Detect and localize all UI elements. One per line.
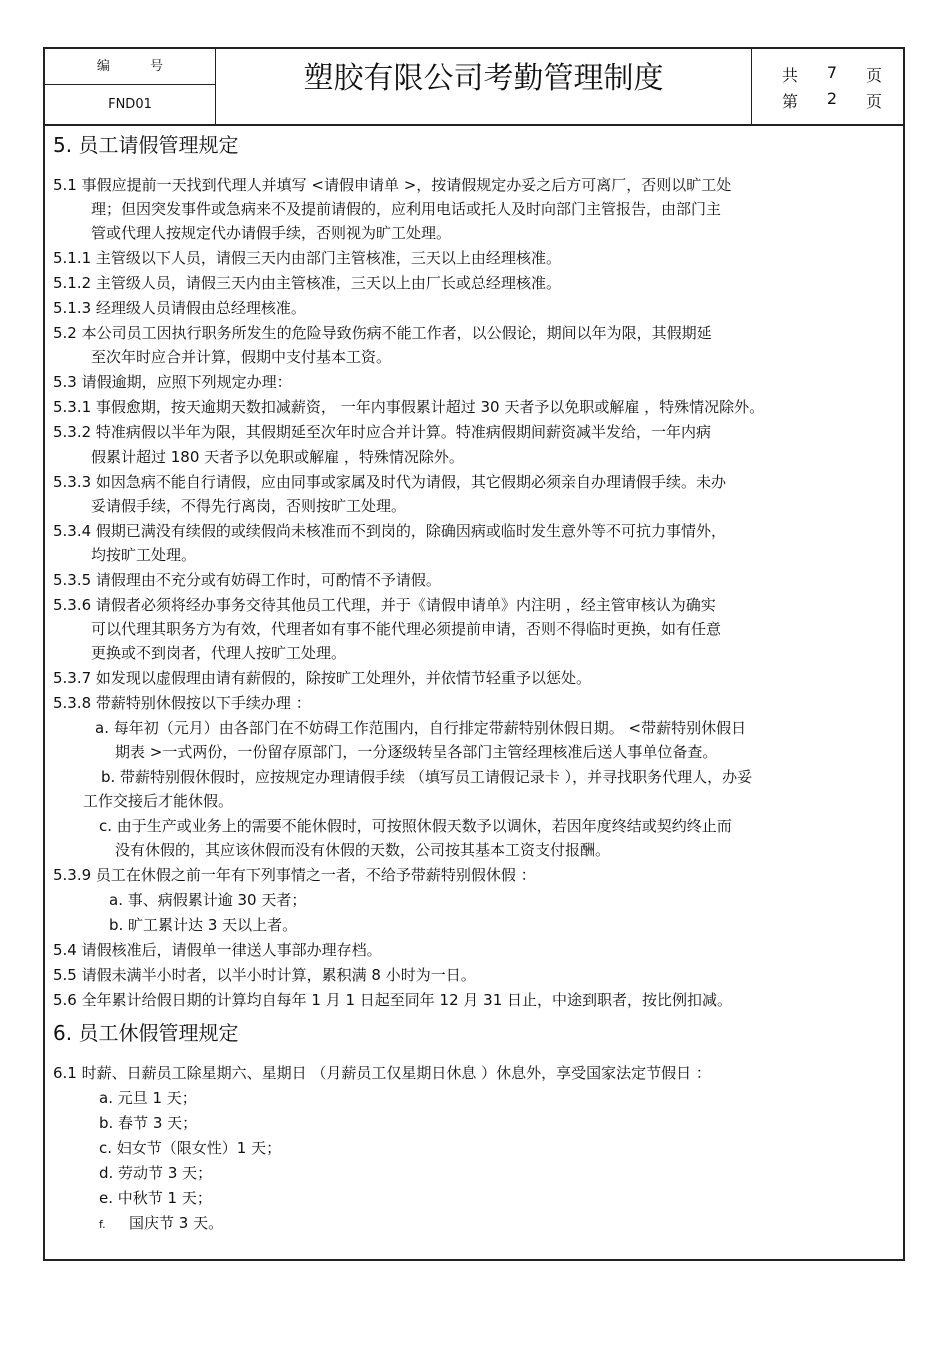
document-header	[45, 49, 903, 126]
text-line: d. 劳动节 3 天；	[99, 1164, 213, 1182]
text-line: 国庆节 3 天。	[129, 1214, 224, 1232]
text-line: 5.3.4 假期已满没有续假的或续假尚未核准而不到岗的，除确因病或临时发生意外等不可抗力事情外，	[53, 522, 726, 540]
text-line: a. 每年初（元月）由各部门在不妨碍工作范围内，自行排定带薪特别休假日期。 <带薪特别休假日	[95, 719, 747, 737]
text-line: 5.1.1 主管级以下人员，请假三天内由部门主管核准，三天以上由经理核准。	[53, 249, 561, 267]
text-line: 5.4 请假核准后，请假单一律送人事部办理存档。	[53, 941, 382, 959]
text-line: 5.5 请假未满半小时者，以半小时计算，累积满 8 小时为一日。	[53, 966, 476, 984]
text-line: 5.3.9 员工在休假之前一年有下列事情之一者，不给予带薪特别假休假 ：	[53, 866, 536, 884]
text-line: 均按旷工处理。	[91, 546, 197, 564]
text-line: 5.3.5 请假理由不充分或有妨碍工作时，可酌情不予请假。	[53, 571, 441, 589]
text-line: a. 元旦 1 天；	[99, 1089, 197, 1107]
text-line: b. 春节 3 天；	[99, 1114, 198, 1132]
text-line: 5.1.3 经理级人员请假由总经理核准。	[53, 299, 306, 317]
text-line: 5.3.1 事假愈期，按天逾期天数扣减薪资， 一年内事假累计超过 30 天者予以免职或解雇 ，特殊情况除外。	[53, 398, 765, 416]
document-title: 塑胶有限公司考勤管理制度	[216, 49, 752, 124]
document-frame	[43, 47, 905, 1261]
text-line: 至次年时应合并计算，假期中支付基本工资。	[91, 348, 392, 366]
text-line: 5.2 本公司员工因执行职务所发生的危险导致伤病不能工作者，以公假论，期间以年为限，其假期延	[53, 324, 712, 342]
text-line: f.	[99, 1218, 106, 1231]
current-page: 第 2 页	[782, 89, 882, 111]
text-line: b. 带薪特别假休假时，应按规定办理请假手续 （填写员工请假记录卡 ），并寻找职务代理人，办妥	[101, 768, 753, 786]
text-line: 5.3.2 特准病假以半年为限，其假期延至次年时应合并计算。特准病假期间薪资减半发给，一年内病	[53, 423, 711, 441]
text-line: c. 妇女节（限女性）1 天；	[99, 1139, 282, 1157]
text-line: 更换或不到岗者，代理人按旷工处理。	[91, 644, 347, 662]
total-pages: 共 7 页	[782, 63, 882, 85]
text-line: b. 旷工累计达 3 天以上者。	[109, 916, 298, 934]
text-line: c. 由于生产或业务上的需要不能休假时，可按照休假天数予以调休，若因年度终结或契约终止而	[99, 817, 732, 835]
text-line: 妥请假手续，不得先行离岗，否则按旷工处理。	[91, 497, 407, 515]
code-label: 编 号	[45, 49, 216, 85]
text-line: 6.1 时薪、日薪员工除星期六、星期日 （月薪员工仅星期日休息 ）休息外，享受国家法定节假日 ：	[53, 1064, 711, 1082]
text-line: a. 事、病假累计逾 30 天者；	[109, 891, 307, 909]
text-line: 工作交接后才能休假。	[83, 792, 234, 810]
text-line: 5.1.2 主管级人员，请假三天内由主管核准，三天以上由厂长或总经理核准。	[53, 274, 561, 292]
code-value: FND01	[45, 85, 216, 124]
text-line: 管或代理人按规定代办请假手续，否则视为旷工处理。	[91, 224, 452, 242]
text-line: 没有休假的，其应该休假而没有休假的天数，公司按其基本工资支付报酬。	[115, 841, 611, 859]
text-line: 5.1 事假应提前一天找到代理人并填写 <请假申请单 >，按请假规定办妥之后方可离厂，否则以旷工处	[53, 176, 732, 194]
text-line: 5.3 请假逾期，应照下列规定办理：	[53, 373, 292, 391]
text-line: 假累计超过 180 天者予以免职或解雇 ，特殊情况除外。	[91, 448, 464, 466]
text-line: 5.3.3 如因急病不能自行请假，应由同事或家属及时代为请假，其它假期必须亲自办理请假手续。未办	[53, 473, 726, 491]
page-info	[752, 49, 903, 124]
text-line: 5.3.7 如发现以虚假理由请有薪假的，除按旷工处理外，并依情节轻重予以惩处。	[53, 669, 591, 687]
section-heading: 5. 员工请假管理规定	[53, 133, 239, 157]
text-line: 可以代理其职务方为有效，代理者如有事不能代理必须提前申请，否则不得临时更换，如有任意	[91, 620, 722, 638]
text-line: 理；但因突发事件或急病来不及提前请假的，应利用电话或托人及时向部门主管报告，由部门主	[91, 200, 722, 218]
section-heading: 6. 员工休假管理规定	[53, 1021, 239, 1045]
text-line: 5.3.8 带薪特别休假按以下手续办理 ：	[53, 694, 311, 712]
text-line: 期表 >一式两份，一份留存原部门，一分逐级转呈各部门主管经理核准后送人事单位备查。	[115, 743, 718, 761]
text-line: 5.6 全年累计给假日期的计算均自每年 1 月 1 日起至同年 12 月 31 日止，中途到职者，按比例扣减。	[53, 991, 733, 1009]
text-line: e. 中秋节 1 天；	[99, 1189, 212, 1207]
text-line: 5.3.6 请假者必须将经办事务交待其他员工代理，并于《请假申请单》内注明 ，经主管审核认为确实	[53, 596, 716, 614]
